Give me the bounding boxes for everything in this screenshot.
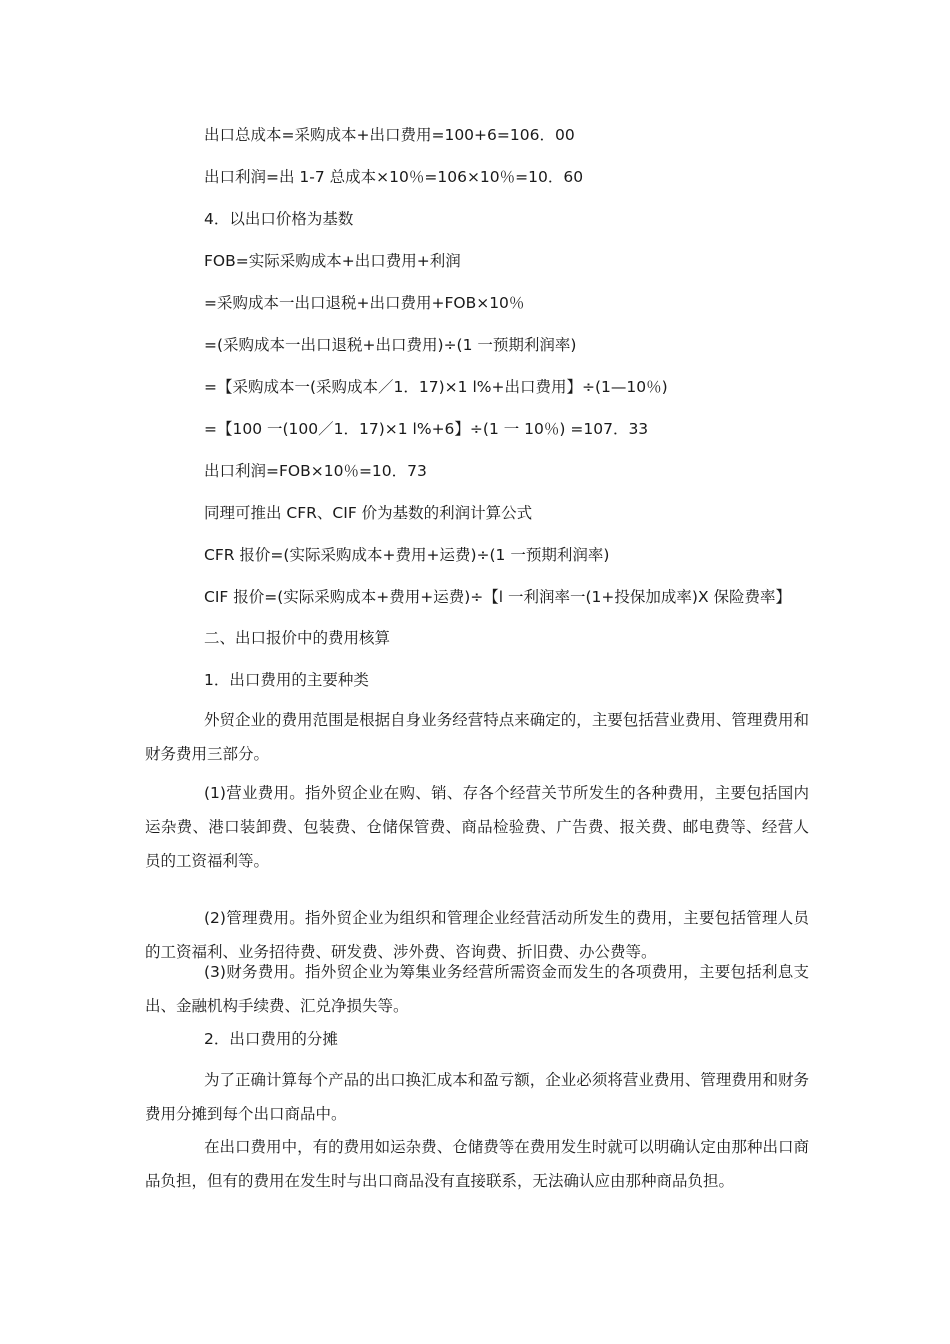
formula-fob-profit: 出口利润=FOB×10％=10．73: [204, 462, 427, 480]
subsection-heading-1: 1．出口费用的主要种类: [204, 671, 369, 689]
paragraph-operating-expense: (1)营业费用。指外贸企业在购、销、存各个经营关节所发生的各种费用，主要包括国内运杂费、港口装卸费、包装费、仓储保管费、商品检验费、广告费、报关费、邮电费等、经营人员的工资福利等。: [145, 784, 809, 870]
paragraph-management-expense: (2)管理费用。指外贸企业为组织和管理企业经营活动所发生的费用，主要包括管理人员的工资福利、业务招待费、研发费、涉外费、咨询费、折旧费、办公费等。: [145, 909, 809, 961]
formula-export-profit: 出口利润=出 1-7 总成本×10％=106×10％=10．60: [204, 168, 584, 186]
paragraph-expense-scope: 外贸企业的费用范围是根据自身业务经营特点来确定的，主要包括营业费用、管理费用和财务费用三部分。: [145, 711, 809, 763]
formula-total-cost: 出口总成本=采购成本+出口费用=100+6=106．00: [204, 126, 575, 144]
formula-step-3: =【采购成本一(采购成本／1．17)×1 l%+出口费用】÷(1—10％): [204, 378, 668, 396]
section-heading-4: 4．以出口价格为基数: [204, 210, 354, 228]
formula-step-4: =【100 一(100／1．17)×1 l%+6】÷(1 一 10％) =107．33: [204, 420, 649, 438]
paragraph-allocation-detail: 在出口费用中，有的费用如运杂费、仓储费等在费用发生时就可以明确认定由那种出口商品负担，但有的费用在发生时与出口商品没有直接联系，无法确认应由那种商品负担。: [145, 1138, 809, 1190]
section-heading-2: 二、出口报价中的费用核算: [204, 629, 391, 647]
formula-step-1: =采购成本一出口退税+出口费用+FOB×10％: [204, 294, 525, 312]
formula-fob: FOB=实际采购成本+出口费用+利润: [204, 252, 461, 270]
paragraph-financial-expense: (3)财务费用。指外贸企业为筹集业务经营所需资金而发生的各项费用，主要包括利息支出、金融机构手续费、汇兑净损失等。: [145, 963, 809, 1015]
paragraph-allocation: 为了正确计算每个产品的出口换汇成本和盈亏额，企业必须将营业费用、管理费用和财务费用分摊到每个出口商品中。: [145, 1071, 809, 1123]
formula-cfr: CFR 报价=(实际采购成本+费用+运费)÷(1 一预期利润率): [204, 546, 610, 564]
formula-step-2: =(采购成本一出口退税+出口费用)÷(1 一预期利润率): [204, 336, 577, 354]
formula-cif: CIF 报价=(实际采购成本+费用+运费)÷【l 一利润率一(1+投保加成率)X 保险费率】: [204, 588, 792, 606]
subsection-heading-2: 2．出口费用的分摊: [204, 1030, 338, 1048]
text-deduction: 同理可推出 CFR、CIF 价为基数的利润计算公式: [204, 504, 533, 522]
